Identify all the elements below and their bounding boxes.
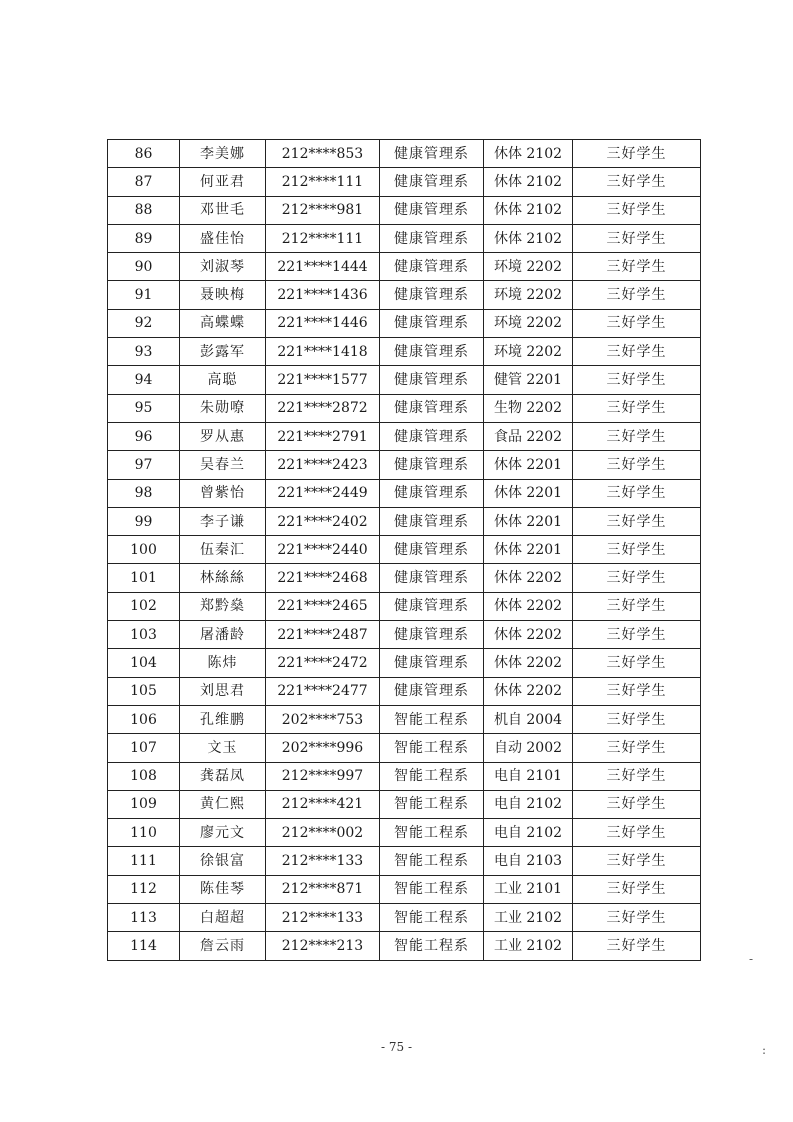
class-cell: 休体 2201 xyxy=(484,536,573,564)
student-id-cell: 221****2477 xyxy=(266,677,380,705)
award-cell: 三好学生 xyxy=(573,621,701,649)
award-cell: 三好学生 xyxy=(573,564,701,592)
award-cell: 三好学生 xyxy=(573,309,701,337)
award-cell: 三好学生 xyxy=(573,394,701,422)
class-cell: 电自 2102 xyxy=(484,819,573,847)
student-id-cell: 212****853 xyxy=(266,140,380,168)
department-cell: 健康管理系 xyxy=(380,168,484,196)
student-id-cell: 221****1436 xyxy=(266,281,380,309)
row-number-cell: 110 xyxy=(108,819,180,847)
department-cell: 健康管理系 xyxy=(380,422,484,450)
award-cell: 三好学生 xyxy=(573,479,701,507)
table-row xyxy=(108,366,701,394)
row-number-cell: 113 xyxy=(108,904,180,932)
table-row xyxy=(108,394,701,422)
student-name-cell: 聂映梅 xyxy=(180,281,266,309)
student-name-cell: 龚磊凤 xyxy=(180,762,266,790)
student-name-cell: 李美娜 xyxy=(180,140,266,168)
student-id-cell: 212****981 xyxy=(266,196,380,224)
award-cell: 三好学生 xyxy=(573,168,701,196)
table-row xyxy=(108,507,701,535)
class-cell: 休体 2102 xyxy=(484,168,573,196)
class-cell: 休体 2102 xyxy=(484,224,573,252)
student-name-cell: 吴春兰 xyxy=(180,451,266,479)
department-cell: 健康管理系 xyxy=(380,507,484,535)
award-cell: 三好学生 xyxy=(573,705,701,733)
award-cell: 三好学生 xyxy=(573,677,701,705)
class-cell: 环境 2202 xyxy=(484,253,573,281)
department-cell: 智能工程系 xyxy=(380,875,484,903)
student-id-cell: 202****753 xyxy=(266,705,380,733)
table-row xyxy=(108,875,701,903)
row-number-cell: 111 xyxy=(108,847,180,875)
department-cell: 健康管理系 xyxy=(380,196,484,224)
class-cell: 自动 2002 xyxy=(484,734,573,762)
student-id-cell: 221****1418 xyxy=(266,338,380,366)
award-cell: 三好学生 xyxy=(573,932,701,960)
student-id-cell: 221****2872 xyxy=(266,394,380,422)
student-id-cell: 212****002 xyxy=(266,819,380,847)
student-id-cell: 212****111 xyxy=(266,224,380,252)
edge-dash-mark: - xyxy=(749,952,754,966)
student-name-cell: 罗从惠 xyxy=(180,422,266,450)
table-row xyxy=(108,196,701,224)
class-cell: 休体 2202 xyxy=(484,592,573,620)
student-id-cell: 202****996 xyxy=(266,734,380,762)
student-name-cell: 刘淑琴 xyxy=(180,253,266,281)
award-cell: 三好学生 xyxy=(573,904,701,932)
class-cell: 休体 2202 xyxy=(484,621,573,649)
student-id-cell: 221****1577 xyxy=(266,366,380,394)
department-cell: 智能工程系 xyxy=(380,705,484,733)
class-cell: 休体 2201 xyxy=(484,479,573,507)
row-number-cell: 109 xyxy=(108,790,180,818)
student-id-cell: 212****213 xyxy=(266,932,380,960)
student-name-cell: 陈炜 xyxy=(180,649,266,677)
row-number-cell: 112 xyxy=(108,875,180,903)
student-id-cell: 221****2472 xyxy=(266,649,380,677)
row-number-cell: 92 xyxy=(108,309,180,337)
department-cell: 智能工程系 xyxy=(380,762,484,790)
department-cell: 健康管理系 xyxy=(380,224,484,252)
department-cell: 健康管理系 xyxy=(380,366,484,394)
student-name-cell: 高蝶蝶 xyxy=(180,309,266,337)
department-cell: 智能工程系 xyxy=(380,790,484,818)
student-id-cell: 212****111 xyxy=(266,168,380,196)
class-cell: 电自 2103 xyxy=(484,847,573,875)
student-id-cell: 212****871 xyxy=(266,875,380,903)
class-cell: 生物 2202 xyxy=(484,394,573,422)
student-id-cell: 212****997 xyxy=(266,762,380,790)
row-number-cell: 88 xyxy=(108,196,180,224)
table-row xyxy=(108,338,701,366)
class-cell: 机自 2004 xyxy=(484,705,573,733)
row-number-cell: 102 xyxy=(108,592,180,620)
student-name-cell: 李子谦 xyxy=(180,507,266,535)
row-number-cell: 103 xyxy=(108,621,180,649)
table-row xyxy=(108,847,701,875)
student-name-cell: 高聪 xyxy=(180,366,266,394)
award-cell: 三好学生 xyxy=(573,734,701,762)
award-cell: 三好学生 xyxy=(573,422,701,450)
student-id-cell: 221****2423 xyxy=(266,451,380,479)
student-id-cell: 221****1446 xyxy=(266,309,380,337)
row-number-cell: 105 xyxy=(108,677,180,705)
student-name-cell: 白超超 xyxy=(180,904,266,932)
student-id-cell: 221****2449 xyxy=(266,479,380,507)
table-row xyxy=(108,705,701,733)
award-cell: 三好学生 xyxy=(573,451,701,479)
student-name-cell: 徐银富 xyxy=(180,847,266,875)
student-name-cell: 彭露军 xyxy=(180,338,266,366)
student-name-cell: 黄仁熙 xyxy=(180,790,266,818)
student-name-cell: 朱勋嘹 xyxy=(180,394,266,422)
student-name-cell: 郑黔燊 xyxy=(180,592,266,620)
award-cell: 三好学生 xyxy=(573,338,701,366)
class-cell: 工业 2102 xyxy=(484,904,573,932)
student-id-cell: 221****1444 xyxy=(266,253,380,281)
department-cell: 健康管理系 xyxy=(380,394,484,422)
table-row xyxy=(108,592,701,620)
award-cell: 三好学生 xyxy=(573,592,701,620)
class-cell: 休体 2201 xyxy=(484,507,573,535)
row-number-cell: 91 xyxy=(108,281,180,309)
row-number-cell: 107 xyxy=(108,734,180,762)
award-cell: 三好学生 xyxy=(573,366,701,394)
row-number-cell: 99 xyxy=(108,507,180,535)
student-id-cell: 221****2487 xyxy=(266,621,380,649)
department-cell: 健康管理系 xyxy=(380,677,484,705)
student-name-cell: 廖元文 xyxy=(180,819,266,847)
student-id-cell: 221****2468 xyxy=(266,564,380,592)
row-number-cell: 108 xyxy=(108,762,180,790)
student-id-cell: 212****133 xyxy=(266,904,380,932)
table-row xyxy=(108,224,701,252)
class-cell: 休体 2202 xyxy=(484,649,573,677)
student-name-cell: 陈佳琴 xyxy=(180,875,266,903)
table-row xyxy=(108,309,701,337)
row-number-cell: 90 xyxy=(108,253,180,281)
row-number-cell: 94 xyxy=(108,366,180,394)
class-cell: 环境 2202 xyxy=(484,309,573,337)
department-cell: 智能工程系 xyxy=(380,904,484,932)
student-name-cell: 邓世毛 xyxy=(180,196,266,224)
row-number-cell: 96 xyxy=(108,422,180,450)
table-row xyxy=(108,819,701,847)
department-cell: 健康管理系 xyxy=(380,309,484,337)
class-cell: 休体 2202 xyxy=(484,564,573,592)
row-number-cell: 101 xyxy=(108,564,180,592)
award-cell: 三好学生 xyxy=(573,819,701,847)
student-id-cell: 212****133 xyxy=(266,847,380,875)
row-number-cell: 98 xyxy=(108,479,180,507)
student-name-cell: 伍秦汇 xyxy=(180,536,266,564)
table-row xyxy=(108,790,701,818)
table-row xyxy=(108,536,701,564)
row-number-cell: 100 xyxy=(108,536,180,564)
class-cell: 工业 2102 xyxy=(484,932,573,960)
award-cell: 三好学生 xyxy=(573,281,701,309)
award-cell: 三好学生 xyxy=(573,875,701,903)
table-row xyxy=(108,168,701,196)
department-cell: 健康管理系 xyxy=(380,649,484,677)
department-cell: 智能工程系 xyxy=(380,847,484,875)
row-number-cell: 106 xyxy=(108,705,180,733)
department-cell: 健康管理系 xyxy=(380,479,484,507)
department-cell: 健康管理系 xyxy=(380,536,484,564)
department-cell: 智能工程系 xyxy=(380,819,484,847)
student-award-table xyxy=(107,139,701,961)
table-row xyxy=(108,677,701,705)
table-row xyxy=(108,564,701,592)
row-number-cell: 87 xyxy=(108,168,180,196)
department-cell: 智能工程系 xyxy=(380,932,484,960)
department-cell: 健康管理系 xyxy=(380,281,484,309)
row-number-cell: 97 xyxy=(108,451,180,479)
award-cell: 三好学生 xyxy=(573,507,701,535)
table-row xyxy=(108,253,701,281)
table-row xyxy=(108,734,701,762)
class-cell: 电自 2101 xyxy=(484,762,573,790)
row-number-cell: 89 xyxy=(108,224,180,252)
award-cell: 三好学生 xyxy=(573,253,701,281)
student-id-cell: 221****2791 xyxy=(266,422,380,450)
table-row xyxy=(108,762,701,790)
award-cell: 三好学生 xyxy=(573,790,701,818)
student-name-cell: 文玉 xyxy=(180,734,266,762)
class-cell: 休体 2201 xyxy=(484,451,573,479)
student-name-cell: 刘思君 xyxy=(180,677,266,705)
table-body xyxy=(108,140,701,961)
award-cell: 三好学生 xyxy=(573,536,701,564)
student-id-cell: 212****421 xyxy=(266,790,380,818)
student-name-cell: 曾紫怡 xyxy=(180,479,266,507)
student-id-cell: 221****2465 xyxy=(266,592,380,620)
department-cell: 健康管理系 xyxy=(380,451,484,479)
table-row xyxy=(108,649,701,677)
row-number-cell: 95 xyxy=(108,394,180,422)
edge-colon-mark: : xyxy=(762,1043,767,1057)
class-cell: 休体 2202 xyxy=(484,677,573,705)
class-cell: 食品 2202 xyxy=(484,422,573,450)
table-row xyxy=(108,904,701,932)
class-cell: 环境 2202 xyxy=(484,281,573,309)
table-row xyxy=(108,451,701,479)
table-row xyxy=(108,140,701,168)
class-cell: 环境 2202 xyxy=(484,338,573,366)
table-row xyxy=(108,932,701,960)
table-row xyxy=(108,281,701,309)
student-name-cell: 何亚君 xyxy=(180,168,266,196)
department-cell: 健康管理系 xyxy=(380,253,484,281)
row-number-cell: 114 xyxy=(108,932,180,960)
student-id-cell: 221****2402 xyxy=(266,507,380,535)
department-cell: 健康管理系 xyxy=(380,338,484,366)
student-name-cell: 詹云雨 xyxy=(180,932,266,960)
award-cell: 三好学生 xyxy=(573,847,701,875)
table-row xyxy=(108,422,701,450)
student-name-cell: 林絲絲 xyxy=(180,564,266,592)
page-number: - 75 - xyxy=(380,1040,412,1054)
award-cell: 三好学生 xyxy=(573,649,701,677)
department-cell: 健康管理系 xyxy=(380,592,484,620)
award-cell: 三好学生 xyxy=(573,140,701,168)
class-cell: 休体 2102 xyxy=(484,196,573,224)
table-row xyxy=(108,621,701,649)
class-cell: 电自 2102 xyxy=(484,790,573,818)
class-cell: 工业 2101 xyxy=(484,875,573,903)
award-cell: 三好学生 xyxy=(573,196,701,224)
award-cell: 三好学生 xyxy=(573,762,701,790)
class-cell: 健管 2201 xyxy=(484,366,573,394)
department-cell: 健康管理系 xyxy=(380,621,484,649)
department-cell: 智能工程系 xyxy=(380,734,484,762)
department-cell: 健康管理系 xyxy=(380,564,484,592)
row-number-cell: 104 xyxy=(108,649,180,677)
award-cell: 三好学生 xyxy=(573,224,701,252)
row-number-cell: 86 xyxy=(108,140,180,168)
class-cell: 休体 2102 xyxy=(484,140,573,168)
row-number-cell: 93 xyxy=(108,338,180,366)
department-cell: 健康管理系 xyxy=(380,140,484,168)
student-name-cell: 屠潘龄 xyxy=(180,621,266,649)
student-id-cell: 221****2440 xyxy=(266,536,380,564)
student-name-cell: 盛佳怡 xyxy=(180,224,266,252)
student-name-cell: 孔维鹏 xyxy=(180,705,266,733)
table-row xyxy=(108,479,701,507)
